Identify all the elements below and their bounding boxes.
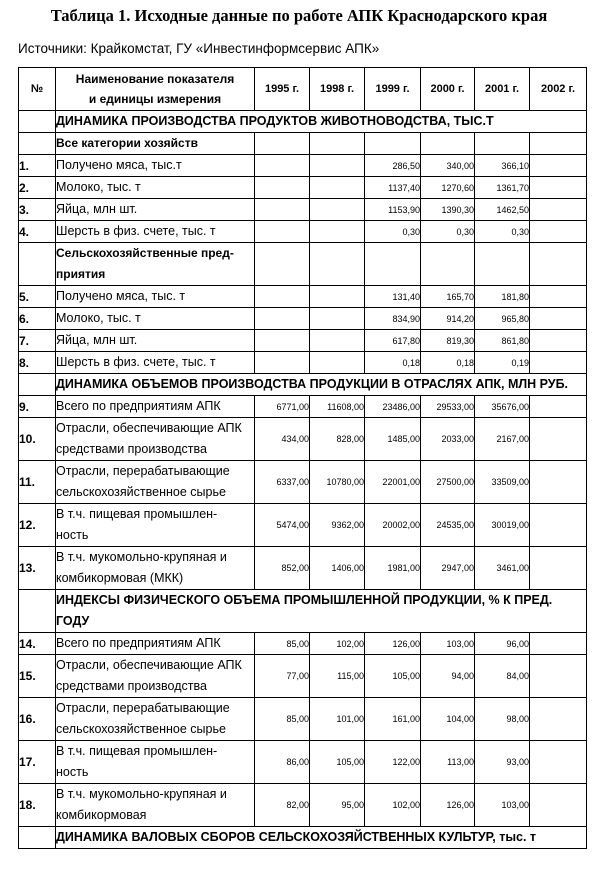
table-row: [19, 155, 587, 177]
sources-line: Источники: Крайкомстат, ГУ «Инвестинформсервис АПК»: [18, 41, 380, 56]
row-number: 11.: [19, 461, 56, 504]
indicator-name-line: Отрасли, перерабатывающие: [56, 701, 230, 715]
subsection-title: [56, 243, 255, 286]
value-cell: 113,00: [421, 741, 475, 784]
value-cell: 366,10: [475, 155, 530, 177]
value-cell: 6337,00: [255, 461, 310, 504]
indicator-name-line: Яйца, млн шт.: [56, 202, 138, 216]
indicator-name-line: В т.ч. пищевая промышлен-: [56, 744, 218, 758]
header-name: [56, 68, 255, 111]
page-title: Таблица 1. Исходные данные по работе АПК Краснодарского края: [50, 6, 548, 25]
value-cell: [365, 133, 421, 155]
row-number: 7.: [19, 330, 56, 352]
table-row: [19, 330, 587, 352]
value-cell: 165,70: [421, 286, 475, 308]
data-table: [18, 67, 587, 849]
indicator-name: [56, 330, 255, 352]
value-cell: [530, 461, 587, 504]
value-cell: [530, 741, 587, 784]
section-title: [56, 827, 587, 849]
value-cell: [530, 330, 587, 352]
header-year: 2001 г.: [475, 68, 530, 111]
value-cell: 126,00: [365, 633, 421, 655]
value-cell: [530, 133, 587, 155]
indicator-name: [56, 547, 255, 590]
value-cell: 105,00: [365, 655, 421, 698]
row-number: 4.: [19, 221, 56, 243]
indicator-name: [56, 177, 255, 199]
table-row: [19, 177, 587, 199]
row-number-cell: [19, 374, 56, 396]
value-cell: [530, 396, 587, 418]
value-cell: [530, 286, 587, 308]
row-number-cell: [19, 590, 56, 633]
value-cell: 434,00: [255, 418, 310, 461]
value-cell: 181,80: [475, 286, 530, 308]
indicator-name-line: Получено мяса, тыс. т: [56, 289, 186, 303]
row-number: 16.: [19, 698, 56, 741]
value-cell: [310, 221, 365, 243]
row-number-cell: [19, 111, 56, 133]
header-year: 2000 г.: [421, 68, 475, 111]
indicator-name: [56, 352, 255, 374]
value-cell: 6771,00: [255, 396, 310, 418]
section-header-row: [19, 111, 587, 133]
value-cell: 105,00: [310, 741, 365, 784]
table-row: [19, 784, 587, 827]
value-cell: 82,00: [255, 784, 310, 827]
value-cell: [310, 308, 365, 330]
value-cell: [530, 633, 587, 655]
indicator-name-line: Отрасли, обеспечивающие АПК: [56, 421, 242, 435]
row-number: 3.: [19, 199, 56, 221]
indicator-name-line: Отрасли, перерабатывающие: [56, 464, 230, 478]
value-cell: [530, 177, 587, 199]
indicator-name: [56, 308, 255, 330]
value-cell: [530, 698, 587, 741]
value-cell: 102,00: [365, 784, 421, 827]
value-cell: 35676,00: [475, 396, 530, 418]
value-cell: 914,20: [421, 308, 475, 330]
value-cell: [255, 352, 310, 374]
value-cell: 126,00: [421, 784, 475, 827]
indicator-name: [56, 286, 255, 308]
table-row: [19, 221, 587, 243]
value-cell: [255, 133, 310, 155]
title-line: Все категории хозяйств: [56, 136, 198, 150]
value-cell: 96,00: [475, 633, 530, 655]
indicator-name: [56, 655, 255, 698]
value-cell: 85,00: [255, 633, 310, 655]
table-body: [19, 111, 587, 849]
indicator-name: [56, 199, 255, 221]
value-cell: 0,30: [421, 221, 475, 243]
value-cell: 1485,00: [365, 418, 421, 461]
value-cell: [255, 286, 310, 308]
indicator-name: [56, 784, 255, 827]
row-number: 1.: [19, 155, 56, 177]
value-cell: 819,30: [421, 330, 475, 352]
indicator-name-line: сельскохозяйственное сырье: [56, 722, 226, 736]
value-cell: [475, 243, 530, 286]
value-cell: 115,00: [310, 655, 365, 698]
value-cell: [310, 330, 365, 352]
value-cell: 98,00: [475, 698, 530, 741]
value-cell: 1406,00: [310, 547, 365, 590]
table-row: [19, 199, 587, 221]
value-cell: [530, 784, 587, 827]
row-number: 10.: [19, 418, 56, 461]
indicator-name-line: Молоко, тыс. т: [56, 180, 141, 194]
value-cell: 861,80: [475, 330, 530, 352]
title-line: приятия: [56, 267, 106, 281]
header-name-line: и единицы измерения: [88, 92, 222, 106]
value-cell: 9362,00: [310, 504, 365, 547]
table-row: [19, 547, 587, 590]
header-year: 1999 г.: [365, 68, 421, 111]
value-cell: 11608,00: [310, 396, 365, 418]
value-cell: [310, 133, 365, 155]
value-cell: 122,00: [365, 741, 421, 784]
value-cell: 85,00: [255, 698, 310, 741]
subsection-row: [19, 243, 587, 286]
row-number: 12.: [19, 504, 56, 547]
value-cell: [255, 155, 310, 177]
value-cell: 101,00: [310, 698, 365, 741]
indicator-name-line: средствами производства: [56, 442, 207, 456]
row-number: 2.: [19, 177, 56, 199]
value-cell: 29533,00: [421, 396, 475, 418]
table-row: [19, 655, 587, 698]
indicator-name-line: Получено мяса, тыс.т: [56, 158, 182, 172]
value-cell: 3461,00: [475, 547, 530, 590]
value-cell: 23486,00: [365, 396, 421, 418]
value-cell: 2947,00: [421, 547, 475, 590]
value-cell: [530, 655, 587, 698]
value-cell: 965,80: [475, 308, 530, 330]
value-cell: [530, 308, 587, 330]
row-number: 5.: [19, 286, 56, 308]
indicator-name: [56, 418, 255, 461]
value-cell: 30019,00: [475, 504, 530, 547]
section-title: [56, 374, 587, 396]
value-cell: 103,00: [475, 784, 530, 827]
indicator-name: [56, 698, 255, 741]
section-header-row: [19, 374, 587, 396]
value-cell: [530, 243, 587, 286]
indicator-name-line: ность: [56, 765, 89, 779]
section-title: [56, 111, 587, 133]
row-number-cell: [19, 827, 56, 849]
value-cell: [310, 155, 365, 177]
value-cell: 0,30: [365, 221, 421, 243]
row-number: 18.: [19, 784, 56, 827]
indicator-name: [56, 633, 255, 655]
table-row: [19, 504, 587, 547]
indicator-name-line: В т.ч. мукомольно-крупяная и: [56, 787, 227, 801]
section-header-row: [19, 590, 587, 633]
table-row: [19, 633, 587, 655]
indicator-name: [56, 741, 255, 784]
value-cell: 103,00: [421, 633, 475, 655]
table-row: [19, 461, 587, 504]
value-cell: [255, 308, 310, 330]
title-line: ИНДЕКСЫ ФИЗИЧЕСКОГО ОБЪЕМА ПРОМЫШЛЕННОЙ ПРОДУКЦИИ, % К ПРЕД.: [56, 593, 553, 607]
indicator-name-line: Яйца, млн шт.: [56, 333, 138, 347]
value-cell: [530, 504, 587, 547]
row-number: 8.: [19, 352, 56, 374]
value-cell: [530, 418, 587, 461]
value-cell: 852,00: [255, 547, 310, 590]
value-cell: 86,00: [255, 741, 310, 784]
table-row: [19, 741, 587, 784]
title-line: ДИНАМИКА ОБЪЕМОВ ПРОИЗВОДСТВА ПРОДУКЦИИ В ОТРАСЛЯХ АПК, МЛН РУБ.: [56, 377, 569, 391]
title-line: Сельскохозяйственные пред-: [56, 246, 234, 260]
value-cell: [421, 243, 475, 286]
value-cell: 1390,30: [421, 199, 475, 221]
value-cell: [530, 547, 587, 590]
row-number-cell: [19, 133, 56, 155]
value-cell: 10780,00: [310, 461, 365, 504]
value-cell: [365, 243, 421, 286]
title-line: ДИНАМИКА ПРОИЗВОДСТВА ПРОДУКТОВ ЖИВОТНОВОДСТВА, ТЫС.Т: [56, 114, 494, 128]
section-title: [56, 590, 587, 633]
indicator-name-line: средствами производства: [56, 679, 207, 693]
value-cell: 2167,00: [475, 418, 530, 461]
value-cell: [475, 133, 530, 155]
value-cell: 2033,00: [421, 418, 475, 461]
table-row: [19, 352, 587, 374]
value-cell: 0,30: [475, 221, 530, 243]
value-cell: 617,80: [365, 330, 421, 352]
value-cell: [421, 133, 475, 155]
value-cell: 1270,60: [421, 177, 475, 199]
row-number: 17.: [19, 741, 56, 784]
row-number: 14.: [19, 633, 56, 655]
value-cell: 77,00: [255, 655, 310, 698]
header-num: №: [19, 68, 56, 111]
value-cell: 22001,00: [365, 461, 421, 504]
indicator-name-line: В т.ч. мукомольно-крупяная и: [56, 550, 227, 564]
value-cell: 834,90: [365, 308, 421, 330]
value-cell: 0,19: [475, 352, 530, 374]
row-number: 13.: [19, 547, 56, 590]
value-cell: 1137,40: [365, 177, 421, 199]
header-year: 1998 г.: [310, 68, 365, 111]
header-row: [19, 68, 587, 111]
value-cell: [310, 243, 365, 286]
value-cell: [255, 243, 310, 286]
value-cell: [310, 199, 365, 221]
value-cell: [255, 177, 310, 199]
row-number: 15.: [19, 655, 56, 698]
title-line: ГОДУ: [56, 614, 90, 628]
value-cell: 131,40: [365, 286, 421, 308]
value-cell: 161,00: [365, 698, 421, 741]
indicator-name-line: Шерсть в физ. счете, тыс. т: [56, 224, 216, 238]
indicator-name: [56, 396, 255, 418]
value-cell: [530, 221, 587, 243]
value-cell: 340,00: [421, 155, 475, 177]
subsection-title: [56, 133, 255, 155]
value-cell: 20002,00: [365, 504, 421, 547]
value-cell: 24535,00: [421, 504, 475, 547]
table-row: [19, 396, 587, 418]
value-cell: 104,00: [421, 698, 475, 741]
value-cell: 5474,00: [255, 504, 310, 547]
value-cell: [310, 286, 365, 308]
value-cell: 1361,70: [475, 177, 530, 199]
value-cell: [255, 330, 310, 352]
indicator-name-line: Всего по предприятиям АПК: [56, 399, 221, 413]
indicator-name-line: Всего по предприятиям АПК: [56, 636, 221, 650]
indicator-name-line: Отрасли, обеспечивающие АПК: [56, 658, 242, 672]
subsection-row: [19, 133, 587, 155]
value-cell: [310, 352, 365, 374]
value-cell: 84,00: [475, 655, 530, 698]
indicator-name-line: ность: [56, 528, 89, 542]
value-cell: 828,00: [310, 418, 365, 461]
indicator-name-line: сельскохозяйственное сырье: [56, 485, 226, 499]
value-cell: [310, 177, 365, 199]
indicator-name: [56, 504, 255, 547]
value-cell: 1153,90: [365, 199, 421, 221]
indicator-name-line: Молоко, тыс. т: [56, 311, 141, 325]
value-cell: 0,18: [365, 352, 421, 374]
table-row: [19, 286, 587, 308]
row-number: 9.: [19, 396, 56, 418]
indicator-name-line: Шерсть в физ. счете, тыс. т: [56, 355, 216, 369]
indicator-name: [56, 155, 255, 177]
value-cell: 27500,00: [421, 461, 475, 504]
row-number: 6.: [19, 308, 56, 330]
value-cell: 33509,00: [475, 461, 530, 504]
section-header-row: [19, 827, 587, 849]
value-cell: 95,00: [310, 784, 365, 827]
table-row: [19, 308, 587, 330]
header-year: 2002 г.: [530, 68, 587, 111]
value-cell: [530, 155, 587, 177]
value-cell: [255, 221, 310, 243]
indicator-name-line: В т.ч. пищевая промышлен-: [56, 507, 218, 521]
value-cell: 94,00: [421, 655, 475, 698]
header-year: 1995 г.: [255, 68, 310, 111]
value-cell: 286,50: [365, 155, 421, 177]
value-cell: [530, 352, 587, 374]
indicator-name: [56, 221, 255, 243]
value-cell: 0,18: [421, 352, 475, 374]
value-cell: [255, 199, 310, 221]
value-cell: 1981,00: [365, 547, 421, 590]
indicator-name: [56, 461, 255, 504]
table-row: [19, 418, 587, 461]
header-name-line: Наименование показателя: [75, 72, 235, 86]
value-cell: 102,00: [310, 633, 365, 655]
title-line: ДИНАМИКА ВАЛОВЫХ СБОРОВ СЕЛЬСКОХОЗЯЙСТВЕННЫХ КУЛЬТУР, тыс. т: [56, 830, 537, 844]
indicator-name-line: комбикормовая: [56, 808, 147, 822]
value-cell: 1462,50: [475, 199, 530, 221]
value-cell: [530, 199, 587, 221]
row-number-cell: [19, 243, 56, 286]
table-row: [19, 698, 587, 741]
value-cell: 93,00: [475, 741, 530, 784]
indicator-name-line: комбикормовая (МКК): [56, 571, 184, 585]
